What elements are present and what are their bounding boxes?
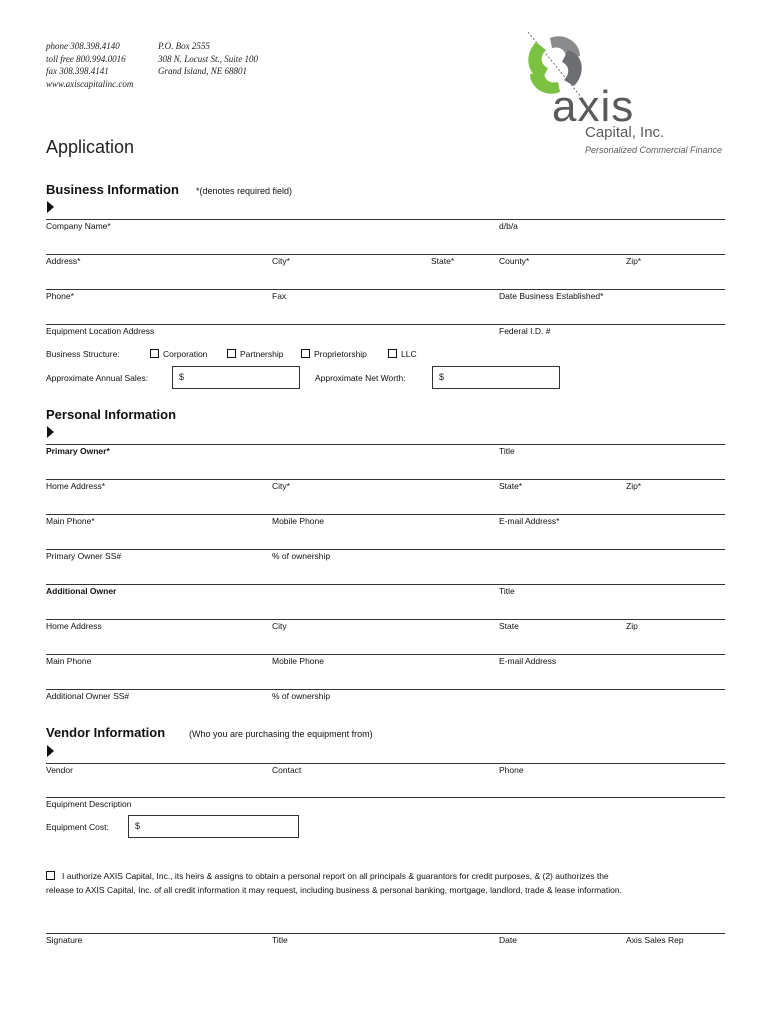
email-field[interactable]: E-mail Address*: [499, 516, 560, 526]
divider: [46, 797, 725, 798]
logo-company-name: Capital, Inc.: [585, 124, 665, 141]
llc-checkbox[interactable]: [388, 349, 397, 358]
city-field[interactable]: City: [272, 621, 287, 631]
divider: [46, 689, 725, 690]
authorization-text: [46, 869, 622, 897]
annual-sales-input[interactable]: [172, 366, 300, 389]
main-phone-field[interactable]: Main Phone: [46, 656, 92, 666]
required-note: *(denotes required field): [196, 186, 293, 196]
website-text: www.axiscapitalinc.com: [46, 78, 134, 89]
state-field[interactable]: State*: [431, 256, 455, 266]
home-address-field[interactable]: Home Address: [46, 621, 102, 631]
vendor-phone-field[interactable]: Phone: [499, 765, 524, 775]
main-phone-field[interactable]: Main Phone*: [46, 516, 95, 526]
fax-text: fax 308.398.4141: [46, 66, 109, 76]
additional-owner-ss-field[interactable]: Additional Owner SS#: [46, 691, 130, 701]
date-established-field[interactable]: Date Business Established*: [499, 291, 604, 301]
zip-field[interactable]: Zip*: [626, 256, 642, 266]
contact-right: [158, 40, 258, 78]
city-field[interactable]: City*: [272, 481, 290, 491]
partnership-checkbox[interactable]: [227, 349, 236, 358]
divider: [46, 933, 725, 934]
mobile-phone-field[interactable]: Mobile Phone: [272, 656, 324, 666]
address-field[interactable]: Address*: [46, 256, 81, 266]
proprietorship-checkbox[interactable]: [301, 349, 310, 358]
arrow-right-icon: [47, 426, 54, 438]
city-state-text: Grand Island, NE 68801: [158, 66, 248, 76]
logo-wordmark: axis: [552, 82, 635, 131]
state-field[interactable]: State: [499, 621, 519, 631]
date-field[interactable]: Date: [499, 935, 517, 945]
city-field[interactable]: City*: [272, 256, 290, 266]
contact-left: [46, 40, 133, 90]
dba-field[interactable]: d/b/a: [499, 221, 518, 231]
phone-text: phone 308.398.4140: [46, 41, 120, 51]
federal-id-field[interactable]: Federal I.D. #: [499, 326, 551, 336]
currency-symbol: $: [439, 372, 445, 382]
divider: [46, 324, 725, 325]
personal-heading: Personal Information: [46, 407, 177, 422]
state-field[interactable]: State*: [499, 481, 523, 491]
divider: [46, 584, 725, 585]
title-field[interactable]: Title: [499, 446, 515, 456]
fax-field[interactable]: Fax: [272, 291, 287, 301]
divider: [46, 549, 725, 550]
sales-rep-field[interactable]: Axis Sales Rep: [626, 935, 684, 945]
zip-field[interactable]: Zip*: [626, 481, 642, 491]
mobile-phone-field[interactable]: Mobile Phone: [272, 516, 324, 526]
equipment-location-field[interactable]: Equipment Location Address: [46, 326, 155, 336]
primary-owner-field[interactable]: Primary Owner*: [46, 446, 110, 456]
primary-owner-ss-field[interactable]: Primary Owner SS#: [46, 551, 122, 561]
proprietorship-label: Proprietorship: [314, 349, 367, 359]
zip-field[interactable]: Zip: [626, 621, 638, 631]
additional-owner-field[interactable]: Additional Owner: [46, 586, 117, 596]
currency-symbol: $: [179, 372, 185, 382]
divider: [46, 219, 725, 220]
email-field[interactable]: E-mail Address: [499, 656, 557, 666]
county-field[interactable]: County*: [499, 256, 530, 266]
ownership-percent-field[interactable]: % of ownership: [272, 551, 331, 561]
signature-field[interactable]: Signature: [46, 935, 83, 945]
corporation-label: Corporation: [163, 349, 208, 359]
equipment-description-field[interactable]: Equipment Description: [46, 799, 132, 809]
ownership-percent-field[interactable]: % of ownership: [272, 691, 331, 701]
divider: [46, 479, 725, 480]
vendor-note: (Who you are purchasing the equipment from): [189, 729, 373, 739]
vendor-field[interactable]: Vendor: [46, 765, 73, 775]
vendor-heading: Vendor Information: [46, 725, 166, 740]
signature-title-field[interactable]: Title: [272, 935, 288, 945]
corporation-checkbox[interactable]: [150, 349, 159, 358]
authorization-line-2: release to AXIS Capital, Inc. of all credit information it may request, including business & personal banking, mortgage, landlord, trade & lease information.: [46, 885, 622, 895]
business-structure-label: Business Structure:: [46, 349, 120, 359]
divider: [46, 654, 725, 655]
business-heading: Business Information: [46, 182, 179, 197]
divider: [46, 289, 725, 290]
currency-symbol: $: [135, 821, 141, 831]
phone-field[interactable]: Phone*: [46, 291, 74, 301]
home-address-field[interactable]: Home Address*: [46, 481, 106, 491]
toll-free-text: toll free 800.994.0016: [46, 53, 126, 64]
po-box-text: P.O. Box 2555: [158, 41, 210, 51]
street-text: 308 N. Locust St., Suite 100: [158, 53, 259, 64]
net-worth-input[interactable]: [432, 366, 560, 389]
partnership-label: Partnership: [240, 349, 284, 359]
equipment-cost-input[interactable]: [128, 815, 299, 838]
arrow-right-icon: [47, 201, 54, 213]
logo-tagline: Personalized Commercial Finance: [585, 145, 723, 155]
net-worth-label: Approximate Net Worth:: [315, 373, 406, 383]
company-name-field[interactable]: Company Name*: [46, 221, 111, 231]
title-field[interactable]: Title: [499, 586, 515, 596]
llc-label: LLC: [401, 349, 417, 359]
form-title: Application: [46, 137, 135, 157]
divider: [46, 763, 725, 764]
contact-field[interactable]: Contact: [272, 765, 302, 775]
divider: [46, 254, 725, 255]
equipment-cost-label: Equipment Cost:: [46, 822, 109, 832]
arrow-right-icon: [47, 745, 54, 757]
divider: [46, 619, 725, 620]
divider: [46, 444, 725, 445]
divider: [46, 514, 725, 515]
authorization-line-1: I authorize AXIS Capital, Inc., its heirs & assigns to obtain a personal report on all principals & guarantors for credit purposes, & (2) authorizes the: [62, 871, 609, 881]
annual-sales-label: Approximate Annual Sales:: [46, 373, 149, 383]
